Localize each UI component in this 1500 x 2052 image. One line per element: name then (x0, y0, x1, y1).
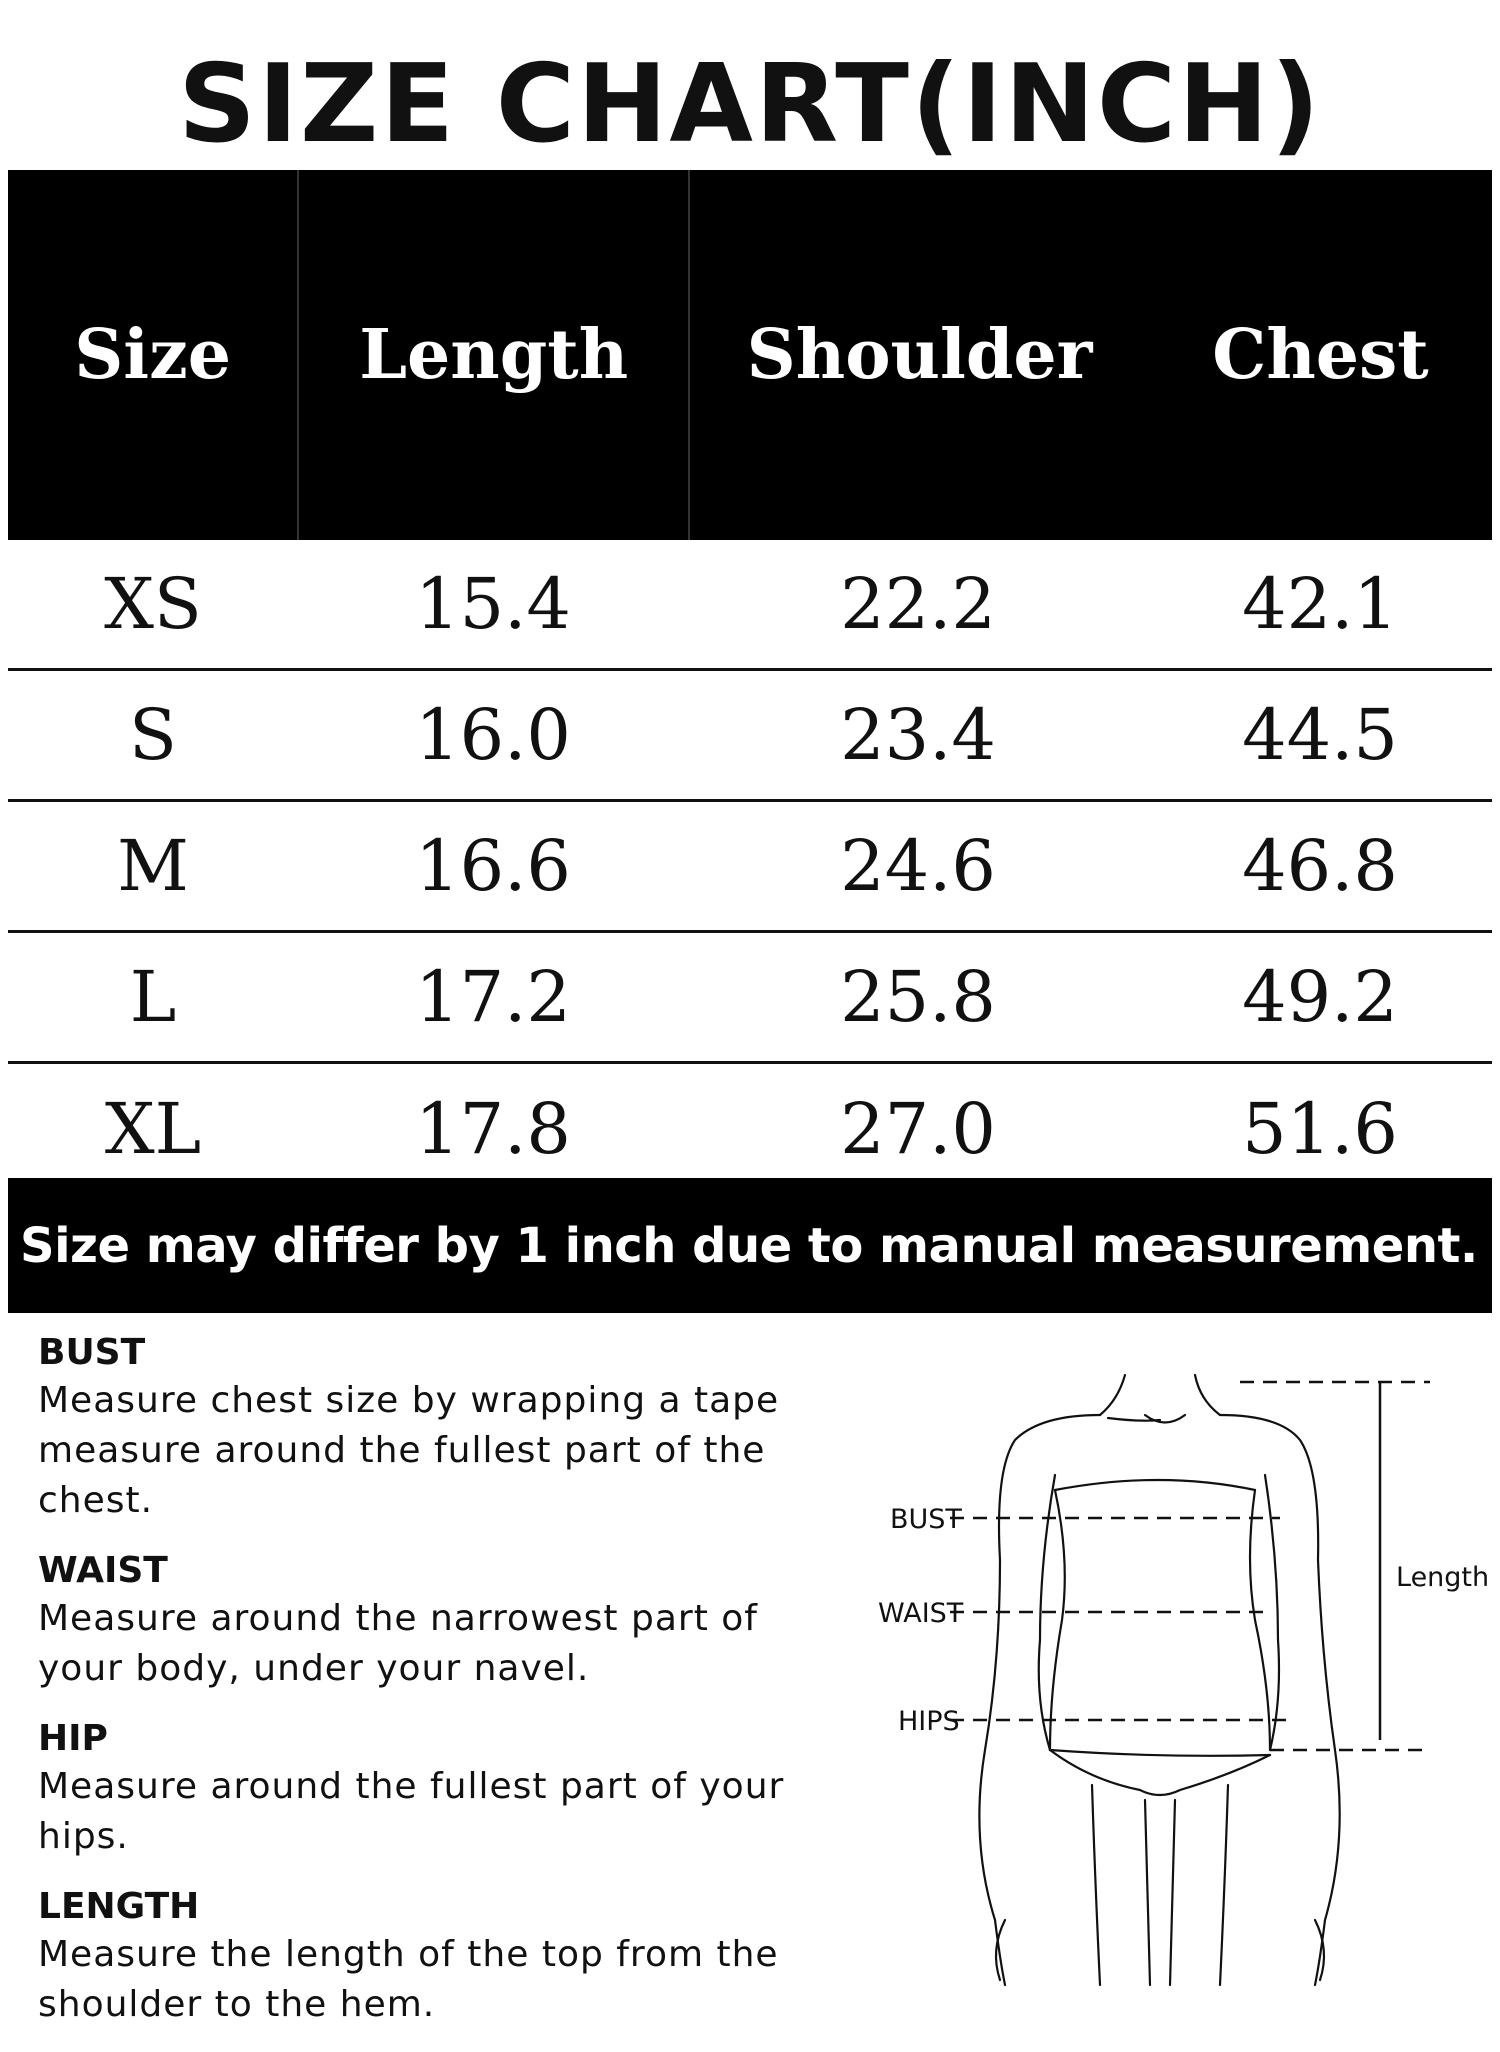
cell-length: 15.4 (415, 563, 571, 645)
cell-shoulder: 27.0 (840, 1088, 996, 1170)
cell-length: 17.2 (415, 956, 571, 1038)
header-length: Length (299, 170, 690, 540)
size-table (8, 170, 1492, 1194)
label-hips: HIPS (898, 1706, 960, 1737)
cell-size: XS (104, 563, 202, 645)
cell-chest: 44.5 (1242, 694, 1398, 776)
guide-text-length: Measure the length of the top from the shoulder to the hem. (38, 1934, 779, 2025)
guide-heading-hip: HIP (38, 1718, 108, 1759)
header-size: Size (8, 170, 299, 540)
body-outline-icon (979, 1375, 1339, 1985)
label-length: Length (1396, 1562, 1490, 1593)
cell-size: L (129, 956, 177, 1038)
guide-text-bust: Measure chest size by wrapping a tape measure around the fullest part of the chest. (38, 1380, 780, 1521)
guide-heading-waist: WAIST (38, 1550, 168, 1591)
cell-shoulder: 24.6 (840, 825, 996, 907)
cell-shoulder: 25.8 (840, 956, 996, 1038)
label-waist: WAIST (878, 1598, 964, 1629)
body-measurement-diagram (800, 1360, 1500, 2000)
page-title: SIZE CHART(INCH) (178, 42, 1322, 167)
cell-chest: 46.8 (1242, 825, 1398, 907)
table-header (8, 170, 1492, 540)
guide-text-waist: Measure around the narrowest part of your body, under your navel. (38, 1598, 758, 1689)
guide-heading-length: LENGTH (38, 1886, 200, 1927)
header-chest: Chest (1212, 315, 1429, 395)
cell-chest: 51.6 (1242, 1088, 1398, 1170)
table-row (8, 540, 1492, 671)
table-row (8, 671, 1492, 802)
cell-length: 16.6 (415, 825, 571, 907)
guide-heading-bust: BUST (38, 1332, 146, 1373)
measurement-guide-lines (950, 1382, 1430, 1750)
table-row (8, 933, 1492, 1064)
cell-chest: 49.2 (1242, 956, 1398, 1038)
table-body (8, 540, 1492, 1194)
label-bust: BUST (890, 1504, 962, 1535)
cell-size: M (117, 825, 189, 907)
cell-size: XL (104, 1088, 202, 1170)
cell-chest: 42.1 (1242, 563, 1398, 645)
table-row (8, 1064, 1492, 1194)
measurement-note: Size may differ by 1 inch due to manual measurement. (8, 1178, 1492, 1313)
header-shoulder: Shoulder (746, 315, 1093, 395)
table-row (8, 802, 1492, 933)
cell-length: 17.8 (415, 1088, 571, 1170)
cell-size: S (129, 694, 177, 776)
cell-shoulder: 23.4 (840, 694, 996, 776)
guide-text-hip: Measure around the fullest part of your hips. (38, 1766, 785, 1857)
cell-shoulder: 22.2 (840, 563, 996, 645)
cell-length: 16.0 (415, 694, 571, 776)
